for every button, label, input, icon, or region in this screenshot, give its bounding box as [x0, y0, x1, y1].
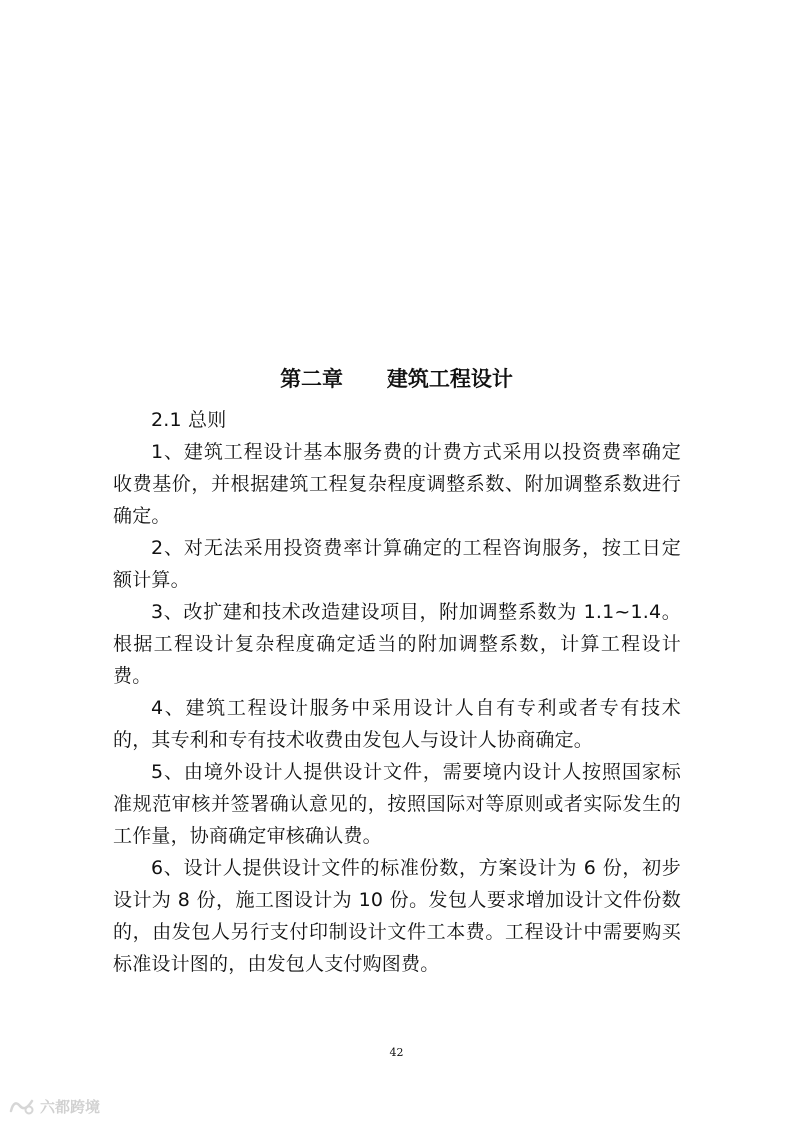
watermark-logo-icon	[8, 1096, 36, 1116]
paragraph: 2、对无法采用投资费率计算确定的工程咨询服务，按工日定额计算。	[113, 537, 681, 591]
watermark-text: 六都跨境	[40, 1097, 101, 1116]
section-heading: 2.1 总则	[151, 409, 227, 431]
page-number: 42	[389, 1046, 404, 1059]
paragraph: 5、由境外设计人提供设计文件，需要境内设计人按照国家标准规范审核并签署确认意见的，按照国际对等原则或者实际发生的工作量，协商确定审核确认费。	[113, 761, 681, 847]
chapter-title: 第二章 建筑工程设计	[280, 367, 513, 391]
paragraph: 6、设计人提供设计文件的标准份数，方案设计为 6 份，初步设计为 8 份，施工图设计为 10 份。发包人要求增加设计文件份数的，由发包人另行支付印制设计文件工本费。工程设计中需要购买标准设计图的，由发包人支付购图费。	[113, 857, 681, 975]
paragraph: 3、改扩建和技术改造建设项目，附加调整系数为 1.1~1.4。根据工程设计复杂程度确定适当的附加调整系数，计算工程设计费。	[113, 601, 681, 687]
paragraph: 4、建筑工程设计服务中采用设计人自有专利或者专有技术的，其专利和专有技术收费由发包人与设计人协商确定。	[113, 697, 681, 751]
body-text	[113, 404, 681, 980]
watermark	[8, 1095, 100, 1117]
paragraph: 1、建筑工程设计基本服务费的计费方式采用以投资费率确定收费基价，并根据建筑工程复杂程度调整系数、附加调整系数进行确定。	[113, 441, 681, 527]
